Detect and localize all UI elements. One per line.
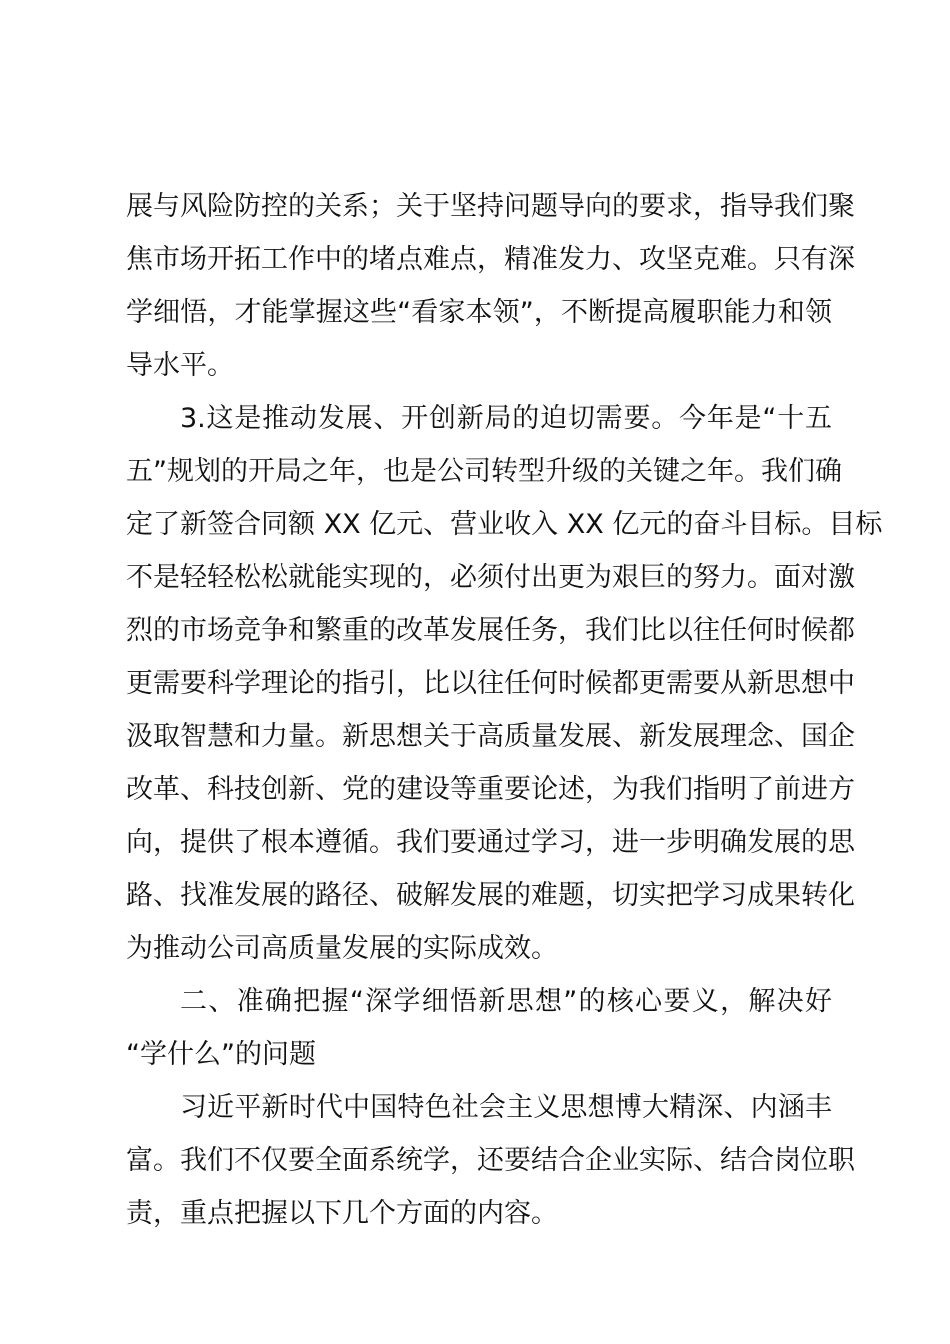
text-line: 焦市场开拓工作中的堵点难点，精准发力、攻坚克难。只有深 (126, 244, 855, 275)
text-line: 富。我们不仅要全面系统学，还要结合企业实际、结合岗位职 (126, 1145, 855, 1176)
text-line: 责，重点把握以下几个方面的内容。 (126, 1198, 558, 1229)
paragraph-point-3 (126, 392, 883, 975)
text-line: 向，提供了根本遵循。我们要通过学习，进一步明确发展的思 (126, 827, 855, 858)
text-line: 路、找准发展的路径、破解发展的难题，切实把学习成果转化 (126, 880, 855, 911)
heading-line: 二、准确把握“深学细悟新思想”的核心要义，解决好 (180, 986, 832, 1017)
text-line: 不是轻轻松松就能实现的，必须付出更为艰巨的努力。面对激 (126, 562, 855, 593)
text-line: 习近平新时代中国特色社会主义思想博大精深、内涵丰 (180, 1092, 832, 1123)
text-line: 定了新签合同额 XX 亿元、营业收入 XX 亿元的奋斗目标。目标 (126, 509, 883, 540)
text-line: 3.这是推动发展、开创新局的迫切需要。今年是“十五 (180, 403, 832, 434)
text-line: 导水平。 (126, 350, 234, 381)
paragraph-intro (126, 1081, 855, 1240)
text-line: 更需要科学理论的指引，比以往任何时候都更需要从新思想中 (126, 668, 855, 699)
section-heading-2 (126, 975, 832, 1081)
text-line: 烈的市场竞争和繁重的改革发展任务，我们比以往任何时候都 (126, 615, 855, 646)
text-line: 改革、科技创新、党的建设等重要论述，为我们指明了前进方 (126, 774, 855, 805)
text-line: 为推动公司高质量发展的实际成效。 (126, 933, 558, 964)
text-line: 五”规划的开局之年，也是公司转型升级的关键之年。我们确 (126, 456, 842, 487)
paragraph-continuation (126, 180, 855, 392)
text-line: 汲取智慧和力量。新思想关于高质量发展、新发展理念、国企 (126, 721, 855, 752)
document-page (126, 180, 883, 1240)
text-line: 展与风险防控的关系；关于坚持问题导向的要求，指导我们聚 (126, 191, 855, 222)
text-line: 学细悟，才能掌握这些“看家本领”，不断提高履职能力和领 (126, 297, 832, 328)
heading-line: “学什么”的问题 (126, 1039, 316, 1070)
